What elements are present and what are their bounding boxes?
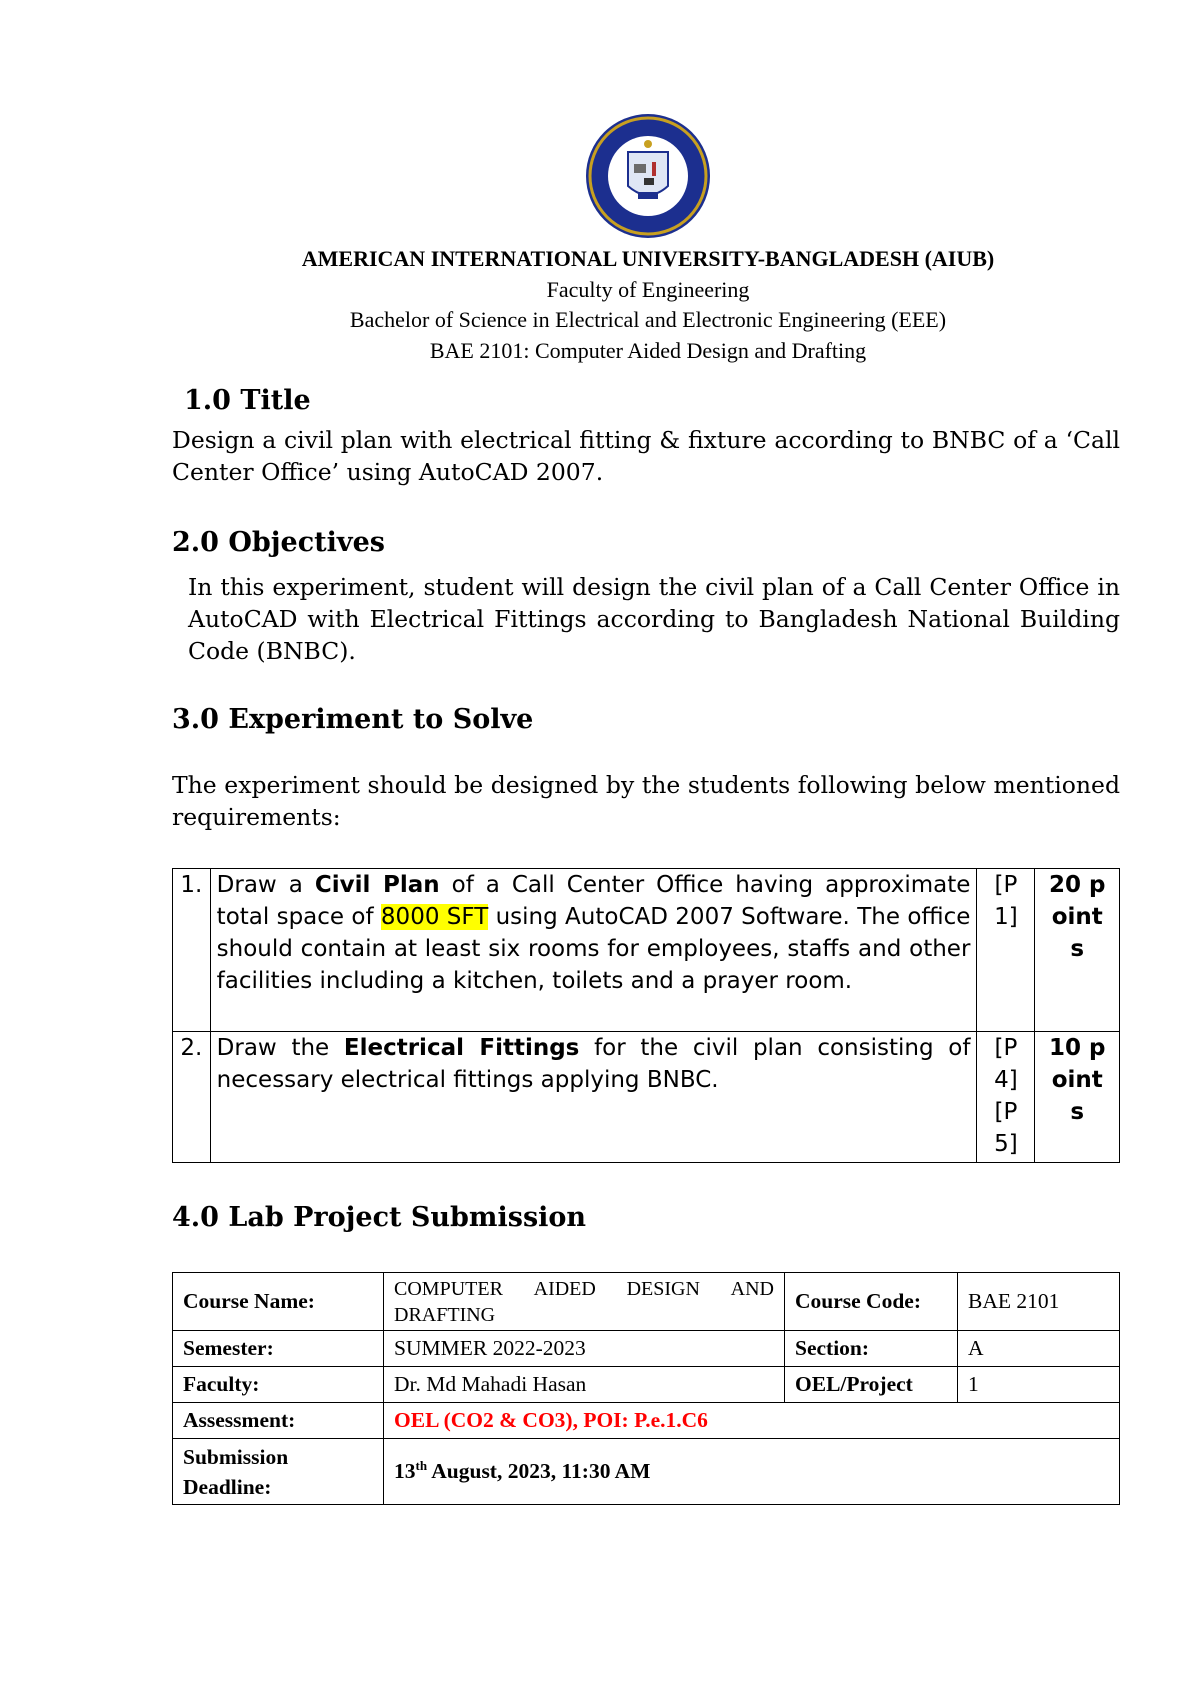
semester-value: SUMMER 2022-2023 <box>384 1331 785 1367</box>
document-header <box>172 244 1124 366</box>
assessment-value: OEL (CO2 & CO3), POI: P.e.1.C6 <box>384 1403 1120 1439</box>
course-name-value: COMPUTER AIDED DESIGN AND DRAFTING <box>384 1273 785 1331</box>
program-outcome: [P1] <box>977 869 1035 1032</box>
requirement-points: 10 points <box>1035 1032 1120 1163</box>
requirement-description: Draw the Electrical Fittings for the civil plan consisting of necessary electrical fittings applying BNBC. <box>210 1032 977 1163</box>
section-heading-objectives: 2.0 Objectives <box>172 527 385 558</box>
university-seal-logo <box>584 112 712 240</box>
oel-project-label: OEL/Project <box>785 1367 958 1403</box>
table-row <box>173 1403 1120 1439</box>
deadline-label: Submission Deadline: <box>173 1439 384 1505</box>
course-name-label: Course Name: <box>173 1273 384 1331</box>
course-name: BAE 2101: Computer Aided Design and Drafting <box>429 337 867 363</box>
section-text-title: Design a civil plan with electrical fitting & fixture according to BNBC of a ‘Call Center Office’ using AutoCAD 2007. <box>172 426 1120 486</box>
requirement-number: 1. <box>173 869 211 1032</box>
section-heading-title: 1.0 Title <box>184 385 311 416</box>
semester-label: Semester: <box>173 1331 384 1367</box>
requirement-number: 2. <box>173 1032 211 1163</box>
section-heading-experiment: 3.0 Experiment to Solve <box>172 704 534 735</box>
faculty-label: Faculty: <box>173 1367 384 1403</box>
table-row <box>173 1331 1120 1367</box>
program-outcome: [P4] [P5] <box>977 1032 1035 1163</box>
faculty-name: Faculty of Engineering <box>546 276 750 302</box>
faculty-value: Dr. Md Mahadi Hasan <box>384 1367 785 1403</box>
section-heading-submission: 4.0 Lab Project Submission <box>172 1202 587 1233</box>
requirement-description: Draw a Civil Plan of a Call Center Office having approximate total space of 8000 SFT using AutoCAD 2007 Software. The office should contain at least six rooms for employees, staffs and other facilities including a kitchen, toilets and a prayer room. <box>210 869 977 1032</box>
highlighted-area: 8000 SFT <box>380 904 489 930</box>
course-code-label: Course Code: <box>785 1273 958 1331</box>
submission-table <box>172 1272 1120 1505</box>
table-row <box>173 1439 1120 1505</box>
requirement-points: 20 points <box>1035 869 1120 1032</box>
table-row <box>173 869 1120 1032</box>
section-text-objectives: In this experiment, student will design the civil plan of a Call Center Office in AutoCAD with Electrical Fittings according to Bangladesh National Building Code (BNBC). <box>188 573 1120 665</box>
course-code-value: BAE 2101 <box>958 1273 1120 1331</box>
program-name: Bachelor of Science in Electrical and Electronic Engineering (EEE) <box>349 307 947 332</box>
table-row <box>173 1032 1120 1163</box>
table-row <box>173 1367 1120 1403</box>
section-value: A <box>958 1331 1120 1367</box>
requirements-table <box>172 868 1120 1163</box>
assessment-label: Assessment: <box>173 1403 384 1439</box>
oel-project-value: 1 <box>958 1367 1120 1403</box>
section-text-experiment: The experiment should be designed by the students following below mentioned requirements: <box>172 771 1120 831</box>
deadline-value: 13th August, 2023, 11:30 AM <box>384 1439 1120 1505</box>
university-name: AMERICAN INTERNATIONAL UNIVERSITY-BANGLADESH (AIUB) <box>301 246 995 271</box>
table-row <box>173 1273 1120 1331</box>
section-label: Section: <box>785 1331 958 1367</box>
